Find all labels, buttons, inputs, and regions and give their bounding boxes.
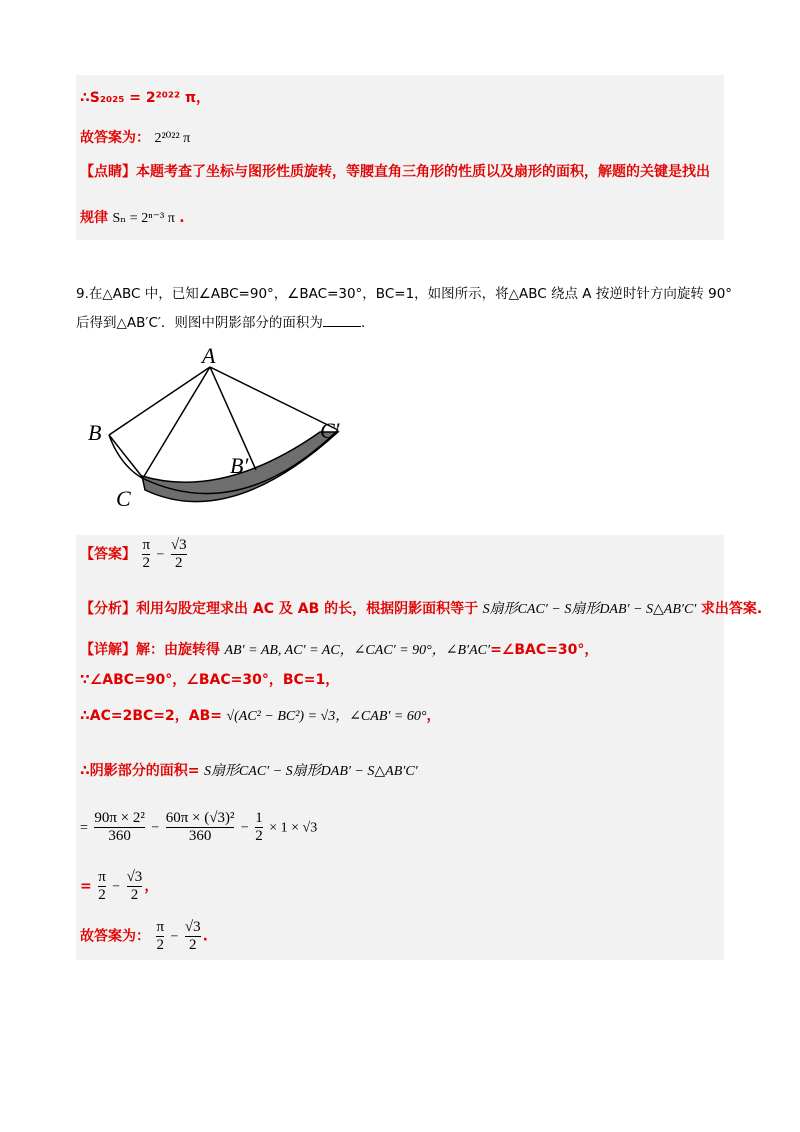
therefore-line-2	[80, 760, 418, 780]
result-line	[80, 869, 158, 904]
question-number: 9.	[76, 286, 89, 302]
analysis-line	[80, 598, 762, 618]
comment-line	[80, 161, 710, 181]
rotation-figure	[80, 340, 370, 520]
previous-solution-box	[76, 75, 724, 240]
calc-den3: 2	[255, 828, 263, 844]
final-fraction-root3	[185, 919, 201, 954]
therefore-formula-2: S扇形CAC′ − S扇形DAB′ − S△AB′C′	[203, 764, 418, 779]
segment-acprime	[210, 367, 338, 430]
detail-tail: =∠BAC=30°，	[490, 642, 599, 658]
previous-answer-label: 故答案为：	[80, 130, 150, 146]
result-den1: 2	[98, 887, 106, 903]
segment-ab	[109, 367, 210, 435]
answer-line	[80, 537, 189, 572]
analysis-formula: S扇形CAC′ − S扇形DAB′ − S△AB′C′	[482, 602, 697, 617]
s2025-formula: ∴S₂₀₂₅ = 2²⁰²² π，	[80, 90, 211, 106]
calc-equals: =	[80, 820, 88, 836]
detail-line	[80, 639, 598, 659]
rule-line	[80, 207, 185, 227]
answer-blank	[323, 313, 361, 327]
question-line-1	[76, 282, 732, 302]
result-den2: 2	[127, 886, 143, 904]
segment-bc	[109, 435, 143, 478]
therefore-text-1: ∴AC=2BC=2，AB=	[80, 708, 222, 724]
therefore-line-1	[80, 705, 440, 725]
previous-answer	[80, 127, 190, 147]
result-end: ，	[144, 878, 159, 895]
question-line-2	[76, 311, 365, 331]
calc-num1: 90π × 2²	[94, 810, 145, 826]
comment-label: 【点睛】	[80, 164, 136, 180]
rule-formula: Sₙ = 2ⁿ⁻³ π	[112, 211, 175, 226]
answer-den1: 2	[142, 555, 150, 571]
question-end: .	[360, 315, 366, 331]
final-minus: −	[170, 929, 179, 945]
segment-ac	[143, 367, 210, 478]
solution-box	[76, 535, 763, 960]
therefore-formula-1: √(AC² − BC²) = √3，∠CAB′ = 60°	[226, 709, 427, 724]
detail-label: 【详解】	[80, 642, 136, 658]
therefore-end-1: ，	[426, 708, 441, 724]
result-fraction-root3	[127, 869, 143, 904]
final-den2: 2	[185, 936, 201, 954]
rule-label: 规律	[80, 210, 108, 226]
final-answer-label: 故答案为：	[80, 928, 150, 945]
answer-fraction-root3	[171, 537, 187, 572]
analysis-end: 求出答案.	[700, 601, 763, 617]
calc-den1: 360	[94, 827, 145, 845]
calc-num3: 1	[255, 810, 263, 826]
label-c-prime: C′	[320, 418, 340, 443]
final-answer-line	[80, 919, 208, 954]
rule-end: .	[179, 210, 185, 226]
calc-fraction-1	[94, 810, 145, 845]
calc-num2: 60π × (√3)²	[165, 810, 235, 826]
answer-num1: π	[142, 537, 151, 553]
result-minus: −	[112, 879, 121, 895]
label-a: A	[202, 343, 216, 368]
answer-num2: √3	[170, 537, 187, 553]
final-num1: π	[156, 919, 165, 935]
result-num1: π	[98, 869, 106, 885]
analysis-text: 利用勾股定理求出 AC 及 AB 的长，根据阴影面积等于	[136, 601, 479, 617]
final-den1: 2	[156, 937, 164, 953]
result-fraction-pi	[98, 869, 106, 904]
question-text-1: 在△ABC 中，已知∠ABC=90°，∠BAC=30°，BC=1，如图所示，将△ABC 绕点 A 按逆时针方向旋转 90°	[88, 286, 733, 302]
detail-formula: AB′ = AB, AC′ = AC，∠CAC′ = 90°，∠B′AC′	[224, 643, 491, 658]
answer-fraction-pi	[142, 537, 150, 572]
answer-minus: −	[156, 547, 165, 563]
previous-answer-value: 2²⁰²² π	[154, 131, 191, 146]
calculation-line: = $\frac{\text{90π × 2²}}{360}$ − $\frac{\text{60π × (√3)²}}{360}$ − $\frac{1}{2}$ × 1 × √3	[80, 810, 318, 844]
calc-fraction-2	[166, 810, 235, 845]
comment-text: 本题考查了坐标与图形性质旋转，等腰直角三角形的性质以及扇形的面积，解题的关键是找出	[136, 164, 710, 180]
therefore-text-2: ∴阴影部分的面积=	[80, 763, 200, 779]
final-num2: √3	[184, 919, 201, 935]
label-b-prime: B′	[230, 453, 249, 478]
final-end: .	[202, 928, 208, 945]
label-c: C	[116, 486, 131, 511]
calc-den2: 360	[166, 827, 235, 845]
answer-den2: 2	[171, 554, 187, 572]
calc-tail: × 1 × √3	[269, 820, 318, 836]
analysis-label: 【分析】	[80, 601, 136, 617]
result-equals: =	[80, 878, 92, 895]
because-line	[80, 669, 339, 689]
because-text: ∵∠ABC=90°，∠BAC=30°，BC=1，	[80, 672, 340, 688]
calc-fraction-3	[255, 810, 263, 845]
answer-label: 【答案】	[80, 546, 136, 563]
question-text-2: 后得到△AB′C′．则图中阴影部分的面积为	[76, 315, 323, 331]
label-b: B	[88, 420, 102, 445]
result-num2: √3	[126, 869, 143, 885]
detail-text: 解：由旋转得	[136, 642, 220, 658]
s2025-result	[80, 87, 210, 107]
final-fraction-pi	[156, 919, 164, 954]
